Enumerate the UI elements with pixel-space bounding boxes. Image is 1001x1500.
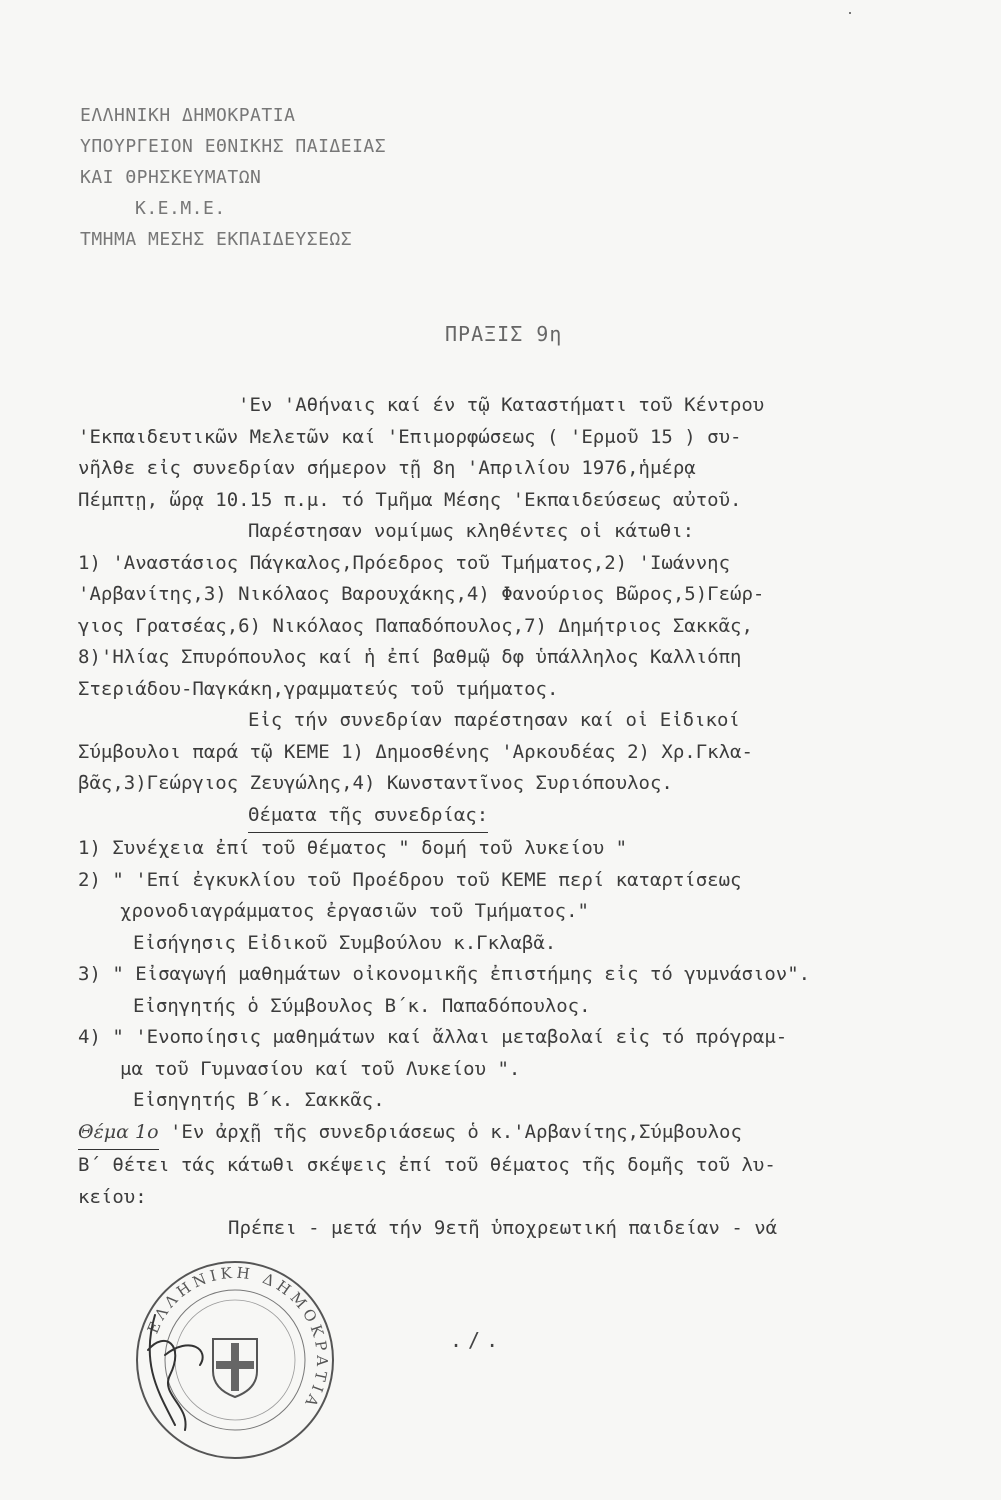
topics-heading-line xyxy=(78,800,958,834)
header-line: ΥΠΟΥΡΓΕΙΟΝ ΕΘΝΙΚΗΣ ΠΑΙΔΕΙΑΣ xyxy=(80,136,387,157)
topic-line: Εἰσηγητής Β΄κ. Σακκᾶς. xyxy=(133,1089,385,1111)
seal-outer-text: ΕΛΛΗΝΙΚΗ ΔΗΜΟΚΡΑΤΙΑ xyxy=(143,1263,332,1414)
topic-line: 1) Συνέχεια ἐπί τοῦ θέματος " δομή τοῦ λυκείου " xyxy=(78,837,628,859)
letterhead xyxy=(80,100,386,255)
text-line: Πέμπτῃ, ὥρᾳ 10.15 π.μ. τό Τμῆμα Μέσης 'Εκπαιδεύσεως αὐτοῦ. xyxy=(78,488,742,511)
topic-line: Εἰσήγησις Εἰδικοῦ Συμβούλου κ.Γκλαβᾶ. xyxy=(133,931,557,954)
topic-line: 4) " 'Ενοποίησις μαθημάτων καί ἄλλαι μεταβολαί εἰς τό πρόγραμ- xyxy=(78,1026,788,1048)
official-seal-stamp xyxy=(130,1255,340,1465)
text-line: Παρέστησαν νομίμως κληθέντες οἱ κάτωθι: xyxy=(248,520,695,542)
text-line: 1) 'Αναστάσιος Πάγκαλος,Πρόεδρος τοῦ Τμήματος,2) 'Ιωάννης xyxy=(78,551,731,574)
page-continuation-marker: ./. xyxy=(450,1328,505,1352)
theme-text: 'Εν ἀρχῇ τῆς συνεδριάσεως ὁ κ.'Αρβανίτης,Σύμβουλος xyxy=(158,1120,742,1143)
topic-line: 2) " 'Επί ἐγκυκλίου τοῦ Προέδρου τοῦ ΚΕΜΕ περί καταρτίσεως xyxy=(78,868,742,891)
text-line: κείου: xyxy=(78,1185,147,1208)
text-line: Στεριάδου-Παγκάκη,γραμματεύς τοῦ τμήματος. xyxy=(78,677,559,700)
text-line: Πρέπει - μετά τήν 9ετῆ ὑποχρεωτική παιδείαν - νά xyxy=(228,1217,778,1239)
text-line: 'Αρβανίτης,3) Νικόλαος Βαρουχάκης,4) Φανούριος Βῶρος,5)Γεώρ- xyxy=(78,583,765,605)
text-line: Σύμβουλοι παρά τῷ ΚΕΜΕ 1) Δημοσθένης 'Αρκουδέας 2) Χρ.Γκλα- xyxy=(78,740,753,763)
header-line: ΕΛΛΗΝΙΚΗ ΔΗΜΟΚΡΑΤΙΑ xyxy=(80,105,296,126)
topic-line: χρονοδιαγράμματος ἐργασιῶν τοῦ Τμήματος." xyxy=(120,900,589,922)
header-line: ΚΑΙ ΘΡΗΣΚΕΥΜΑΤΩΝ xyxy=(80,167,262,188)
text-line: 'Εκπαιδευτικῶν Μελετῶν καί 'Επιμορφώσεως ( 'Ερμοῦ 15 ) συ- xyxy=(78,425,742,448)
topic-line: μα τοῦ Γυμνασίου καί τοῦ Λυκείου ". xyxy=(120,1057,521,1080)
document-title: ΠΡΑΞΙΣ 9η xyxy=(445,322,563,346)
coat-of-arms-icon xyxy=(213,1339,257,1397)
text-line: 8)'Ηλίας Σπυρόπουλος καί ἡ ἐπί βαθμῷ δφ ὑπάλληλος Καλλιόπη xyxy=(78,646,742,668)
header-line: ΤΜΗΜΑ ΜΕΣΗΣ ΕΚΠΑΙΔΕΥΣΕΩΣ xyxy=(80,229,353,250)
topics-heading: Θέματα τῆς συνεδρίας: xyxy=(248,800,488,834)
document-body xyxy=(78,390,958,1245)
text-line: Β΄ θέτει τάς κάτωθι σκέψεις ἐπί τοῦ θέματος τῆς δομῆς τοῦ λυ- xyxy=(78,1154,776,1176)
speck-mark xyxy=(849,12,851,14)
text-line: 'Εν 'Αθήναις καί έν τῷ Καταστήματι τοῦ Κέντρου xyxy=(238,394,765,416)
text-line: Εἰς τήν συνεδρίαν παρέστησαν καί οἱ Εἰδικοί xyxy=(248,709,740,731)
theme-line xyxy=(78,1117,958,1151)
topic-line: 3) " Εἰσαγωγή μαθημάτων οἰκονομικῆς ἐπιστήμης εἰς τό γυμνάσιον". xyxy=(78,963,811,985)
text-line: βᾶς,3)Γεώργιος Ζευγώλης,4) Κωνσταντῖνος Συριόπουλος. xyxy=(78,772,673,794)
handwritten-theme-label: Θέμα 1ο xyxy=(78,1117,159,1151)
topic-line: Εἰσηγητής ὁ Σύμβουλος Β΄κ. Παπαδόπουλος. xyxy=(133,994,591,1017)
header-line: Κ.Ε.Μ.Ε. xyxy=(135,198,226,219)
text-line: γιος Γρατσέας,6) Νικόλαος Παπαδόπουλος,7) Δημήτριος Σακκᾶς, xyxy=(78,614,753,637)
text-line: νῆλθε εἰς συνεδρίαν σήμερον τῇ 8η 'Απριλίου 1976,ἡμέρᾳ xyxy=(78,457,696,479)
